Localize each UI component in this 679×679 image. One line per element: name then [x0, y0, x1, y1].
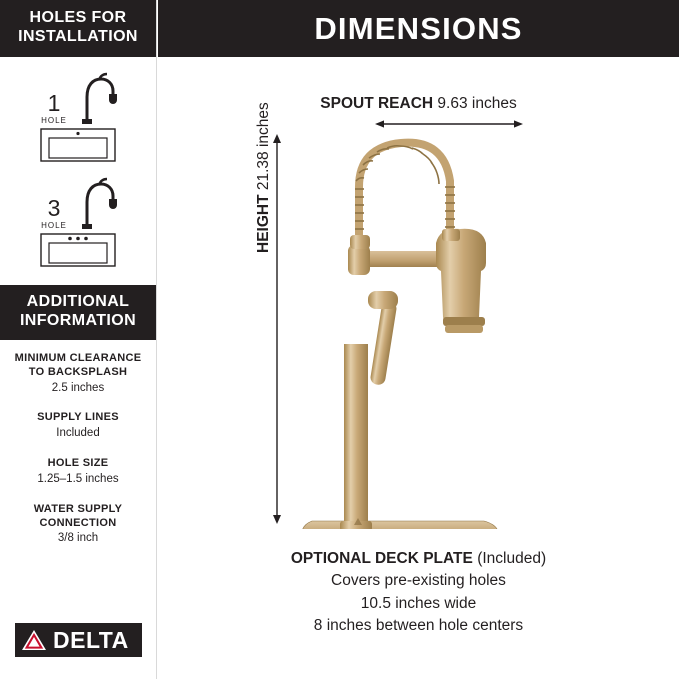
- additional-banner-line1: ADDITIONAL: [26, 292, 130, 310]
- hole-option-1-label: [37, 92, 71, 125]
- sink-icon: [40, 128, 116, 162]
- holes-for-installation-banner: [0, 0, 156, 57]
- faucet-icon: [73, 176, 119, 230]
- height-value: 21.38 inches: [255, 102, 272, 191]
- holes-banner-line2: INSTALLATION: [18, 27, 138, 45]
- info-item-water-supply-connection: [0, 503, 156, 546]
- info-title: [0, 352, 156, 380]
- info-title-line1: WATER SUPPLY: [33, 502, 123, 515]
- info-value: 3/8 inch: [57, 532, 99, 545]
- info-value: 1.25–1.5 inches: [37, 472, 119, 485]
- spout-reach-label: [158, 95, 679, 113]
- deck-plate-title: OPTIONAL DECK PLATE: [290, 550, 473, 567]
- page-title: DIMENSIONS: [314, 10, 523, 46]
- deck-plate-title-row: [158, 548, 679, 570]
- info-title-line2: CONNECTION: [39, 516, 117, 529]
- deck-plate-shape: [302, 521, 498, 529]
- sink-icon: [40, 233, 116, 267]
- deck-plate-notes: [158, 548, 679, 638]
- additional-information-banner: [0, 285, 156, 340]
- delta-triangle-icon: [21, 628, 47, 652]
- additional-banner-line2: INFORMATION: [19, 311, 137, 329]
- height-title: HEIGHT: [255, 194, 272, 253]
- hole-option-3-count: 3: [47, 195, 61, 221]
- delta-logo-text: DELTA: [53, 626, 129, 653]
- spout-reach-title: SPOUT REACH: [320, 95, 434, 112]
- faucet-product-image: [284, 129, 549, 529]
- deck-note-2: 10.5 inches wide: [360, 594, 477, 612]
- info-title-line2: TO BACKSPLASH: [28, 365, 128, 378]
- info-title: [0, 411, 156, 425]
- info-title-line1: MINIMUM CLEARANCE: [14, 352, 142, 364]
- delta-logo: [15, 623, 142, 657]
- deck-note-3: 8 inches between hole centers: [313, 617, 524, 635]
- hole-option-3-word: HOLE: [41, 221, 67, 230]
- height-dimension-arrow: [271, 134, 283, 524]
- sink-1-hole-wrap: [0, 128, 156, 162]
- hole-option-3-row: [0, 174, 156, 230]
- spout-reach-value: 9.63 inches: [437, 95, 517, 112]
- hole-option-1-word: HOLE: [41, 116, 67, 125]
- main-content: [158, 57, 679, 679]
- info-title: [0, 457, 156, 471]
- sidebar: [0, 0, 157, 679]
- deck-plate-title-suffix: (Included): [477, 550, 547, 567]
- info-title: [0, 503, 156, 531]
- deck-note-1: Covers pre-existing holes: [331, 572, 506, 590]
- info-title-line1: HOLE SIZE: [47, 457, 109, 470]
- hole-option-1: [0, 57, 156, 162]
- additional-info-list: [0, 340, 156, 546]
- sink-3-hole-wrap: [0, 233, 156, 267]
- info-item-supply-lines: [0, 411, 156, 441]
- hole-option-3: [0, 162, 156, 267]
- hole-option-3-label: [37, 197, 71, 230]
- spout-reach-dimension-arrow: [375, 119, 523, 129]
- info-value: Included: [56, 427, 100, 440]
- hole-option-1-row: [0, 69, 156, 125]
- faucet-icon: [73, 71, 119, 125]
- holes-banner-line1: HOLES FOR: [29, 8, 127, 26]
- info-title-line1: SUPPLY LINES: [37, 411, 119, 424]
- info-value: 2.5 inches: [51, 381, 105, 394]
- info-item-hole-size: [0, 457, 156, 487]
- info-item-minimum-clearance: [0, 352, 156, 395]
- header: [158, 0, 679, 57]
- hole-option-1-count: 1: [47, 90, 61, 116]
